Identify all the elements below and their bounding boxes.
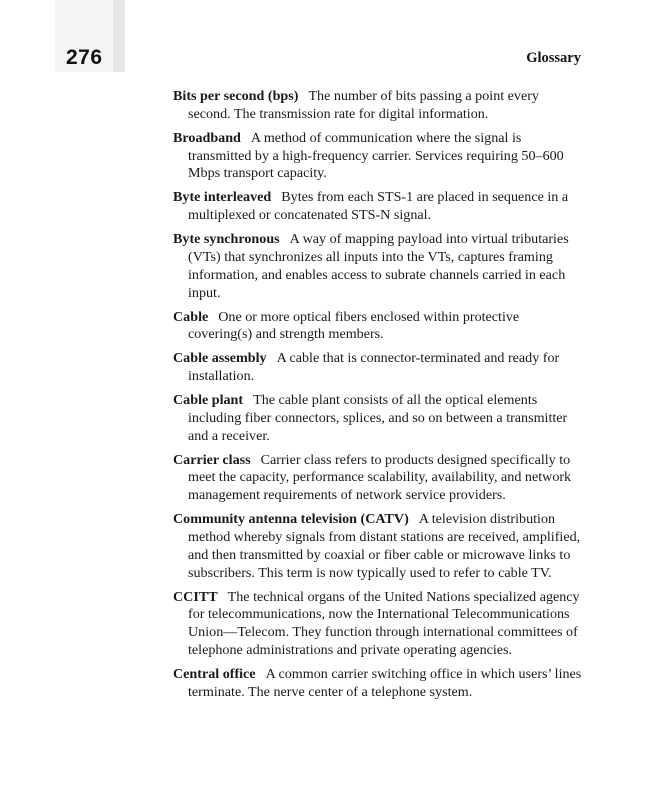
page-number: 276	[66, 46, 103, 69]
glossary-entry-byte-interleaved	[173, 189, 583, 225]
glossary-definition: Carrier class refers to products designed specifically to meet the capacity, performance scalability, availability, and network management requirements of network service providers.	[188, 451, 572, 504]
glossary-term: Cable assembly	[173, 350, 267, 367]
glossary-term: Byte interleaved	[173, 189, 272, 206]
glossary-term: Cable	[173, 308, 209, 325]
running-head-title: Glossary	[526, 50, 581, 66]
glossary-term: Central office	[173, 665, 256, 682]
glossary-definition: The cable plant consists of all the optical elements including fiber connectors, splices, and so on between a transmitter and a receiver.	[188, 392, 568, 444]
glossary-term: CCITT	[173, 588, 218, 605]
glossary-entry-bits-per-second	[173, 88, 583, 124]
glossary-entry-cable	[173, 309, 583, 345]
glossary-definition: A way of mapping payload into virtual tributaries (VTs) that synchronizes all inputs into the VTs, captures framing information, and enables access to subrate channels carried in each input.	[188, 231, 569, 301]
glossary-definition: The technical organs of the United Nations specialized agency for telecommunications, now the International Telecommunications Union—Telecom. They function through international committees of telephone administrations and private operating agencies.	[188, 588, 580, 658]
glossary-definition: A cable that is connector-terminated and ready for installation.	[188, 350, 560, 385]
glossary-definition: A method of communication where the signal is transmitted by a high-frequency carrier. Services requiring 50–600 Mbps transport capacity.	[188, 129, 564, 182]
glossary-entry-catv	[173, 511, 583, 582]
glossary-definition: Bytes from each STS-1 are placed in sequence in a multiplexed or concatenated STS-N signal.	[188, 189, 569, 224]
glossary-entry-cable-assembly	[173, 350, 583, 386]
glossary-definition: The number of bits passing a point every second. The transmission rate for digital information.	[188, 88, 539, 122]
glossary-entry-ccitt	[173, 589, 583, 660]
glossary-entry-carrier-class	[173, 452, 583, 505]
glossary-entry-byte-synchronous	[173, 231, 583, 302]
glossary-term: Byte synchronous	[173, 231, 280, 248]
glossary-term: Bits per second (bps)	[173, 88, 299, 104]
glossary-term: Broadband	[173, 129, 241, 146]
glossary-definition: One or more optical fibers enclosed within protective covering(s) and strength members.	[188, 308, 520, 343]
glossary-entry-central-office	[173, 666, 583, 702]
glossary-list	[173, 88, 583, 708]
glossary-definition: A television distribution method whereby signals from distant stations are received, amplified, and then transmitted by coaxial or fiber cable or microwave links to subscribers. This term is now typically used to refer to cable TV.	[188, 511, 581, 581]
glossary-entry-broadband	[173, 130, 583, 183]
glossary-term: Cable plant	[173, 392, 244, 409]
glossary-term: Community antenna television (CATV)	[173, 511, 409, 528]
glossary-term: Carrier class	[173, 451, 251, 468]
glossary-definition: A common carrier switching office in which users’ lines terminate. The nerve center of a telephone system.	[188, 665, 582, 700]
glossary-entry-cable-plant	[173, 392, 583, 445]
